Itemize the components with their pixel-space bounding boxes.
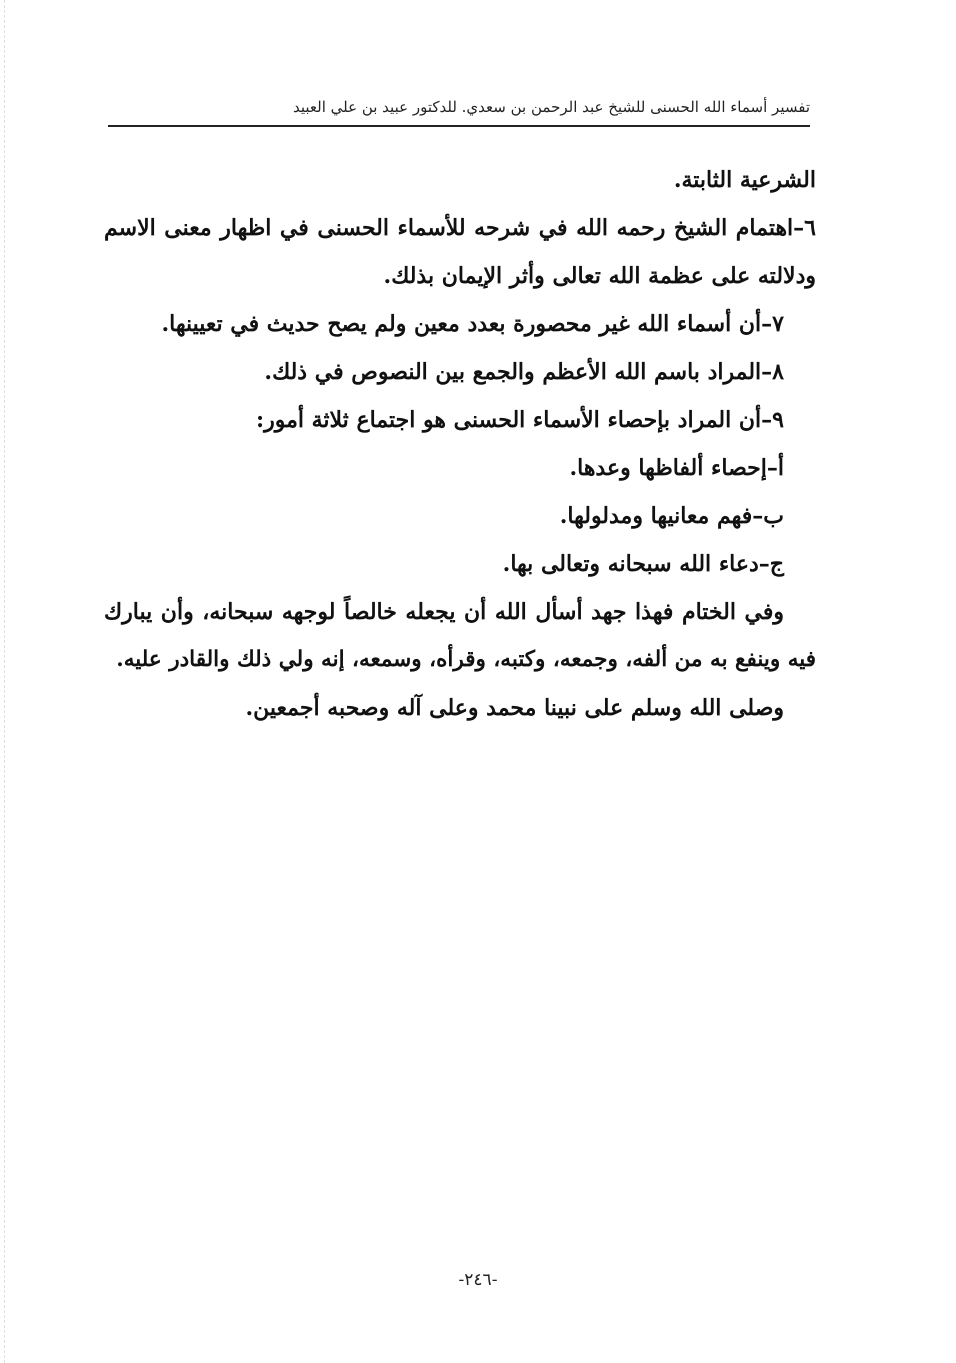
header-rule xyxy=(108,125,810,127)
text-line-continuation: الشرعية الثابتة. xyxy=(673,167,816,193)
sub-item-b: ب–فهم معانيها ومدلولها. xyxy=(559,503,784,529)
list-item-9: ٩–أن المراد بإحصاء الأسماء الحسنى هو اجتماع ثلاثة أمور: xyxy=(255,407,784,433)
page-number: -٢٤٦- xyxy=(458,1270,498,1290)
list-item-6-line-1: ٦–اهتمام الشيخ رحمه الله في شرحه للأسماء الحسنى في اظهار معنى الاسم xyxy=(104,215,816,241)
list-item-8: ٨–المراد باسم الله الأعظم والجمع بين النصوص في ذلك. xyxy=(264,359,784,385)
list-item-6-line-2: ودلالته على عظمة الله تعالى وأثر الإيمان بذلك. xyxy=(383,263,816,289)
closing-prayer-line: وصلى الله وسلم على نبينا محمد وعلى آله وصحبه أجمعين. xyxy=(245,695,784,721)
scan-edge-artifact xyxy=(4,0,6,1363)
sub-item-a: أ–إحصاء ألفاظها وعدها. xyxy=(569,455,784,481)
page-body xyxy=(104,156,816,732)
sub-item-c: ج–دعاء الله سبحانه وتعالى بها. xyxy=(502,551,784,577)
closing-paragraph-line-2: فيه وينفع به من ألفه، وجمعه، وكتبه، وقرأه، وسمعه، إنه ولي ذلك والقادر عليه. xyxy=(116,647,816,672)
running-header: تفسير أسماء الله الحسنى للشيخ عبد الرحمن بن سعدي. للدكتور عبيد بن علي العبيد xyxy=(292,98,810,116)
list-item-7: ٧–أن أسماء الله غير محصورة بعدد معين ولم يصح حديث في تعيينها. xyxy=(161,311,784,337)
closing-paragraph-line-1: وفي الختام فهذا جهد أسأل الله أن يجعله خالصاً لوجهه سبحانه، وأن يبارك xyxy=(104,599,784,625)
